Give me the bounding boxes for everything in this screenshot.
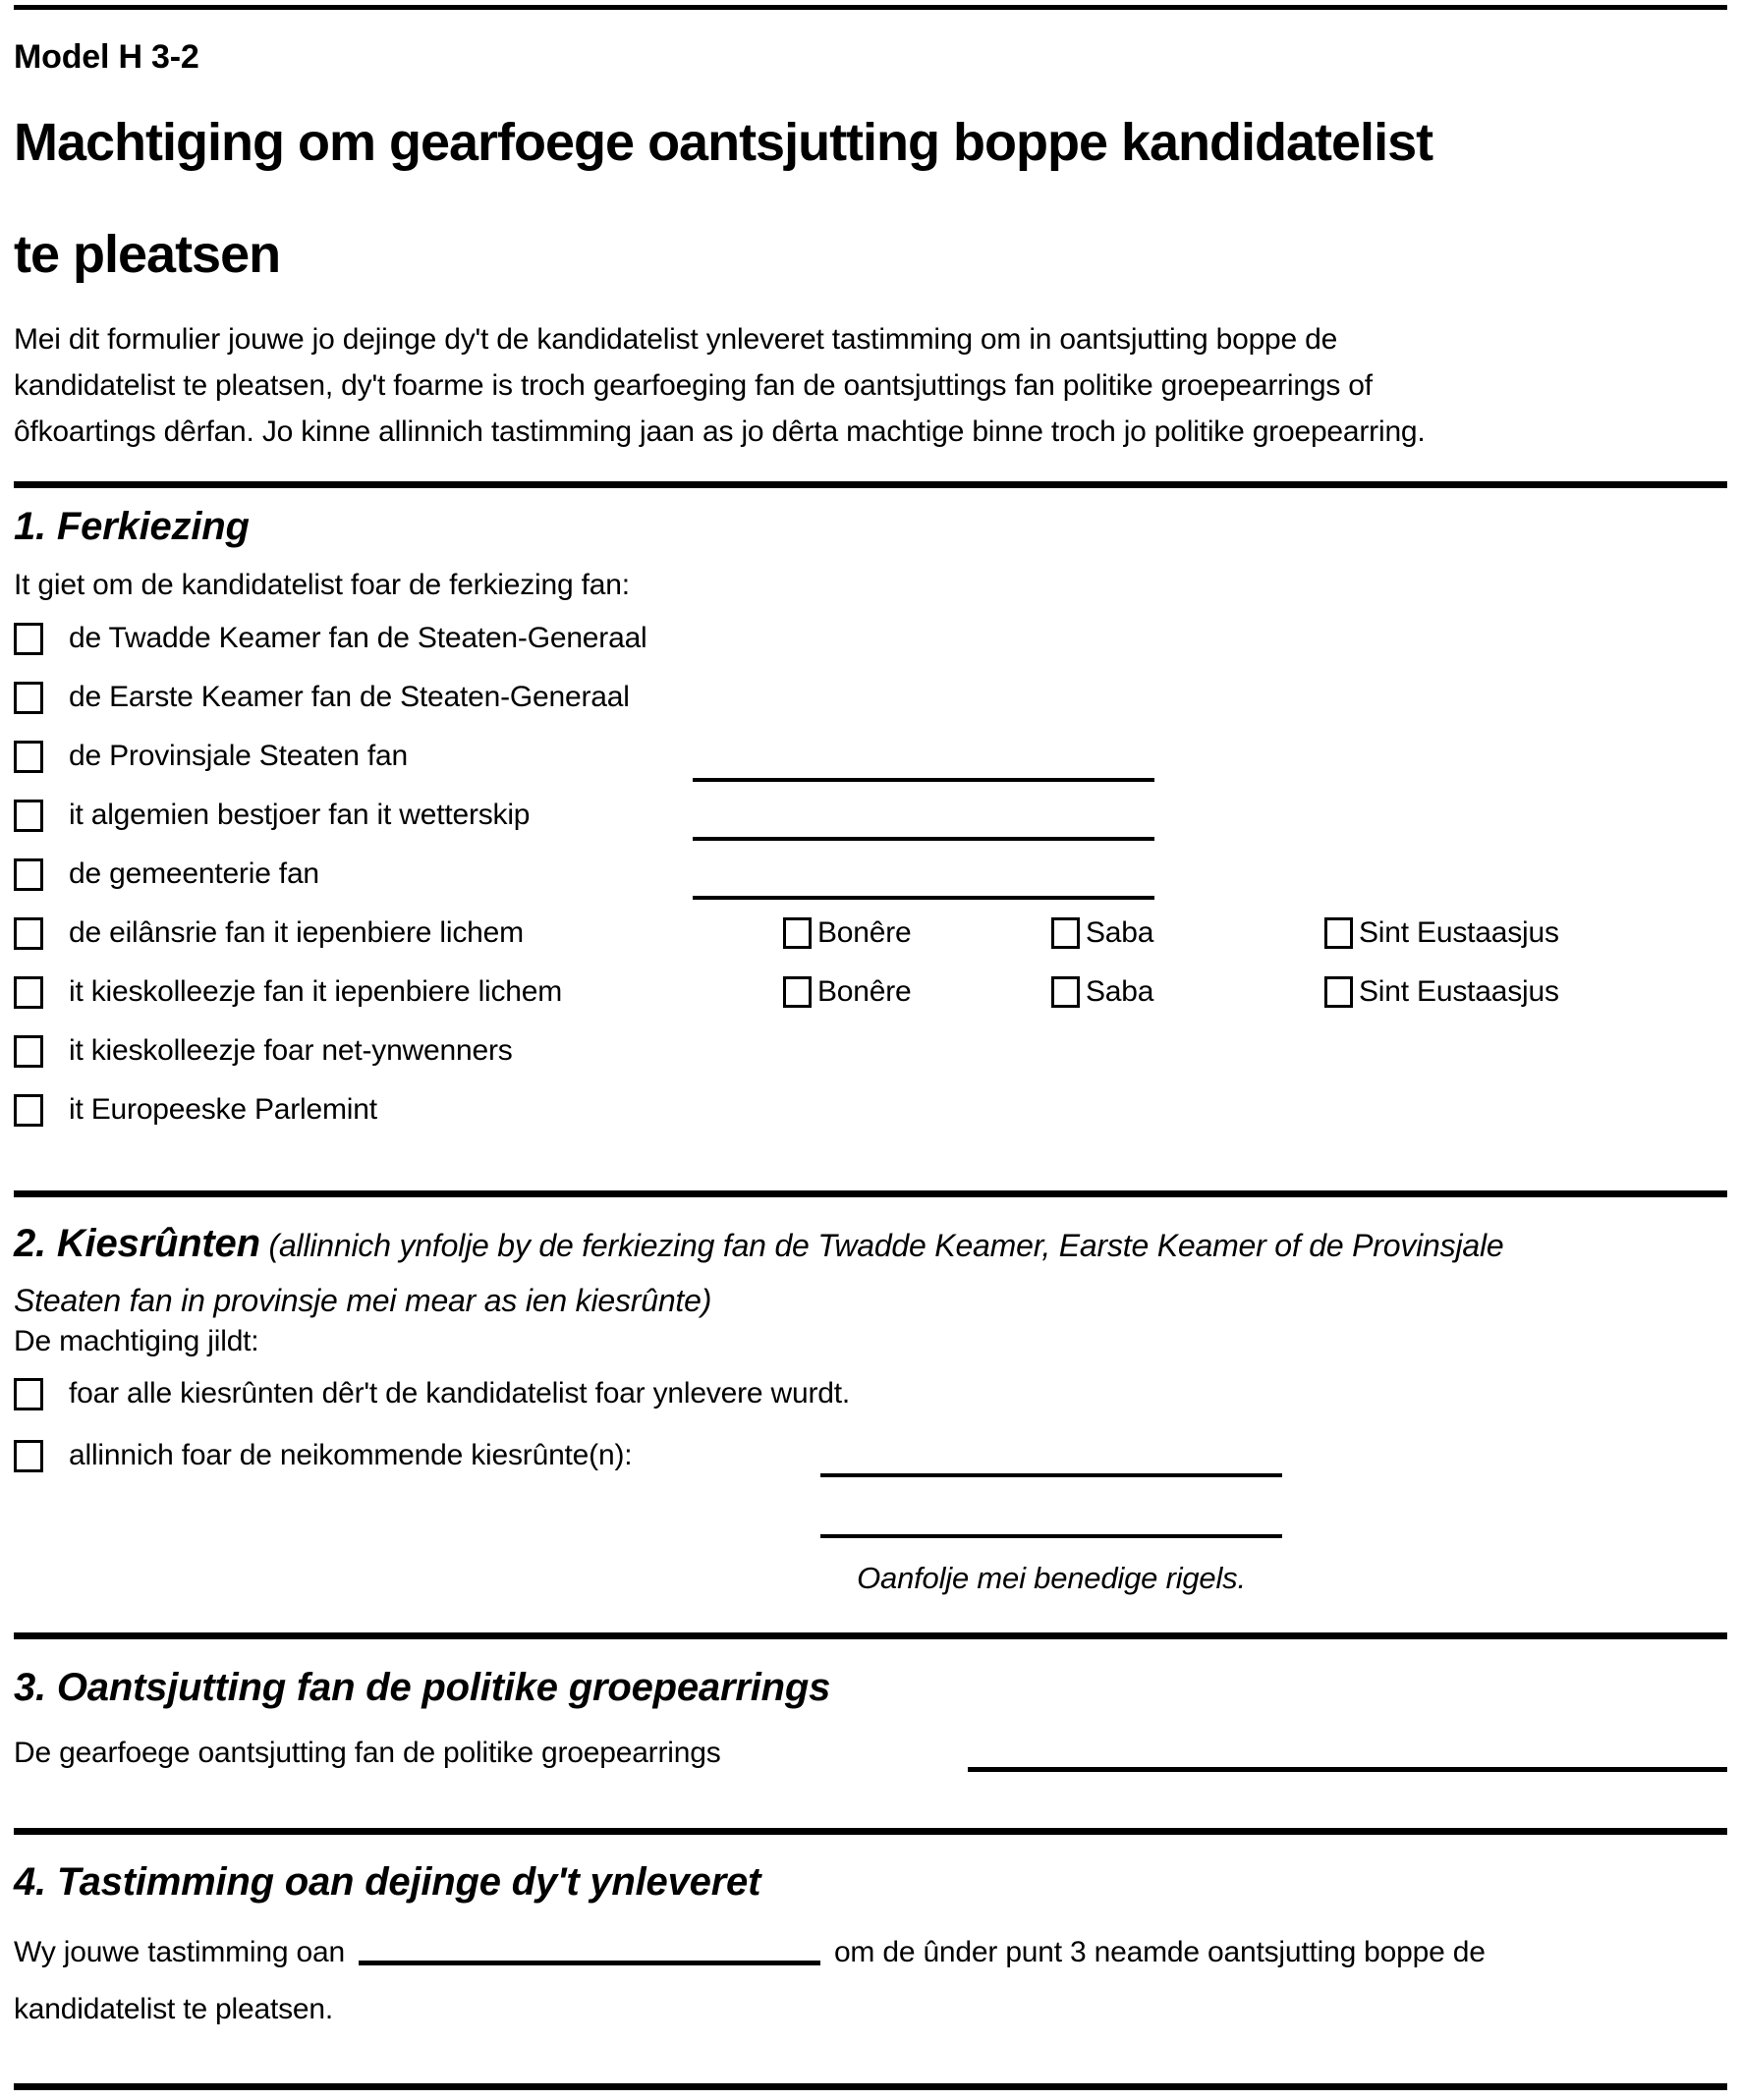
option-row-provinsjale-steaten	[14, 727, 1727, 786]
island-option-saba	[1051, 916, 1153, 950]
intro-line: kandidatelist te pleatsen, dy't foarme is troch gearfoeging fan de oantsjuttings fan politike groepearrings of	[14, 369, 1373, 402]
island-option-bonere	[783, 975, 912, 1009]
section4-consent-line1	[14, 1931, 1727, 1974]
option-label: it kieskolleezje foar net-ynwenners	[69, 1034, 513, 1067]
island-label: Bonêre	[817, 975, 912, 1008]
write-in-line[interactable]	[820, 1534, 1282, 1538]
option-label: de Provinsjale Steaten fan	[69, 740, 409, 772]
section4-heading: 4. Tastimming oan dejinge dy't ynleveret	[14, 1860, 761, 1904]
option-row-europeeske-parlemint	[14, 1080, 1727, 1139]
section2-heading-note: (allinnich ynfolje by de ferkiezing fan de Twadde Keamer, Earste Keamer of de Provinsjale	[259, 1228, 1504, 1263]
section2-heading-note-line2: Steaten fan in provinsje mei mear as ien kiesrûnte)	[14, 1283, 712, 1318]
write-in-line[interactable]	[359, 1961, 820, 1965]
section3-field-label: De gearfoege oantsjutting fan de politike groepearrings	[14, 1737, 721, 1769]
island-label: Bonêre	[817, 916, 912, 949]
checkbox-gemeenterie[interactable]	[14, 858, 43, 891]
intro-paragraph	[14, 316, 1727, 455]
section2-intro: De machtiging jildt:	[14, 1325, 259, 1357]
option-row-net-ynwenners	[14, 1022, 1727, 1080]
section3-heading: 3. Oantsjutting fan de politike groepearrings	[14, 1666, 831, 1709]
island-label: Saba	[1086, 916, 1154, 949]
checkbox-saba[interactable]	[1051, 976, 1080, 1008]
write-in-line[interactable]	[693, 778, 1154, 782]
option-row-eilansrie	[14, 904, 1727, 963]
section4-rule	[14, 1828, 1727, 1835]
option-label: de Twadde Keamer fan de Steaten-Generaal	[69, 622, 647, 654]
option-row-alle-kiesrunten	[14, 1369, 1727, 1418]
checkbox-alle-kiesrunten[interactable]	[14, 1378, 43, 1410]
intro-line: Mei dit formulier jouwe jo dejinge dy't de kandidatelist ynleveret tastimming om in oantsjutting boppe de	[14, 323, 1338, 356]
section2-heading-bold: 2. Kiesrûnten	[14, 1222, 260, 1265]
checkbox-eilansrie[interactable]	[14, 917, 43, 950]
section3-field-row	[14, 1733, 1727, 1774]
section3-rule	[14, 1632, 1727, 1639]
checkbox-provinsjale-steaten[interactable]	[14, 741, 43, 773]
option-label: it kieskolleezje fan it iepenbiere lichem	[69, 975, 563, 1008]
section2-heading	[14, 1217, 1727, 1279]
write-in-line[interactable]	[820, 1473, 1282, 1477]
island-option-saba	[1051, 975, 1153, 1009]
checkbox-saba[interactable]	[1051, 917, 1080, 949]
checkbox-earste-keamer[interactable]	[14, 682, 43, 714]
option-label: it Europeeske Parlemint	[69, 1093, 377, 1126]
checkbox-bonere[interactable]	[783, 976, 812, 1008]
consent-text-before: Wy jouwe tastimming oan	[14, 1936, 345, 1968]
option-row-twadde-keamer	[14, 609, 1727, 668]
section1-options	[14, 609, 1727, 1139]
option-row-kieskolleezje-lichem	[14, 963, 1727, 1022]
checkbox-bonere[interactable]	[783, 917, 812, 949]
section2-note: Oanfolje mei benedige rigels.	[857, 1561, 1246, 1595]
option-row-wetterskip	[14, 786, 1727, 845]
model-label: Model H 3-2	[14, 38, 199, 76]
checkbox-kieskolleezje-lichem[interactable]	[14, 976, 43, 1009]
checkbox-wetterskip[interactable]	[14, 800, 43, 832]
section1-intro: It giet om de kandidatelist foar de ferkiezing fan:	[14, 569, 630, 601]
option-row-earste-keamer	[14, 668, 1727, 727]
write-in-line[interactable]	[968, 1767, 1727, 1772]
island-label: Saba	[1086, 975, 1154, 1008]
page-title-line2: te pleatsen	[14, 225, 281, 284]
top-rule	[14, 5, 1727, 10]
option-row-neikommende-kiesrunten	[14, 1432, 1727, 1479]
option-label: de eilânsrie fan it iepenbiere lichem	[69, 916, 524, 949]
checkbox-neikommende-kiesrunten[interactable]	[14, 1440, 43, 1472]
checkbox-net-ynwenners[interactable]	[14, 1035, 43, 1068]
checkbox-twadde-keamer[interactable]	[14, 623, 43, 655]
option-label: foar alle kiesrûnten dêr't de kandidatelist foar ynlevere wurdt.	[69, 1377, 851, 1409]
section1-rule	[14, 481, 1727, 488]
island-label: Sint Eustaasjus	[1359, 975, 1559, 1008]
consent-text-after: om de ûnder punt 3 neamde oantsjutting boppe de	[833, 1936, 1486, 1968]
island-option-bonere	[783, 916, 912, 950]
option-label: it algemien bestjoer fan it wetterskip	[69, 799, 531, 831]
section2-rule	[14, 1190, 1727, 1197]
checkbox-sint-eustaasjus[interactable]	[1324, 917, 1353, 949]
bottom-rule	[14, 2083, 1727, 2090]
intro-line: ôfkoartings dêrfan. Jo kinne allinnich tastimming jaan as jo dêrta machtige binne troch jo politike groepearring.	[14, 415, 1426, 448]
option-label: allinnich foar de neikommende kiesrûnte(n):	[69, 1439, 633, 1471]
island-label: Sint Eustaasjus	[1359, 916, 1559, 949]
checkbox-sint-eustaasjus[interactable]	[1324, 976, 1353, 1008]
option-label: de Earste Keamer fan de Steaten-Generaal	[69, 681, 630, 713]
island-option-sint-eustaasjus	[1324, 916, 1559, 950]
page-title-line1: Machtiging om gearfoege oantsjutting boppe kandidatelist	[14, 113, 1433, 172]
page-title	[14, 112, 1727, 285]
checkbox-europeeske-parlemint[interactable]	[14, 1094, 43, 1127]
section4-consent-line2: kandidatelist te pleatsen.	[14, 1993, 334, 2025]
write-in-line[interactable]	[693, 837, 1154, 841]
option-label: de gemeenterie fan	[69, 857, 319, 890]
island-option-sint-eustaasjus	[1324, 975, 1559, 1009]
option-row-gemeenterie	[14, 845, 1727, 904]
section1-heading: 1. Ferkiezing	[14, 505, 250, 548]
write-in-line[interactable]	[693, 896, 1154, 900]
